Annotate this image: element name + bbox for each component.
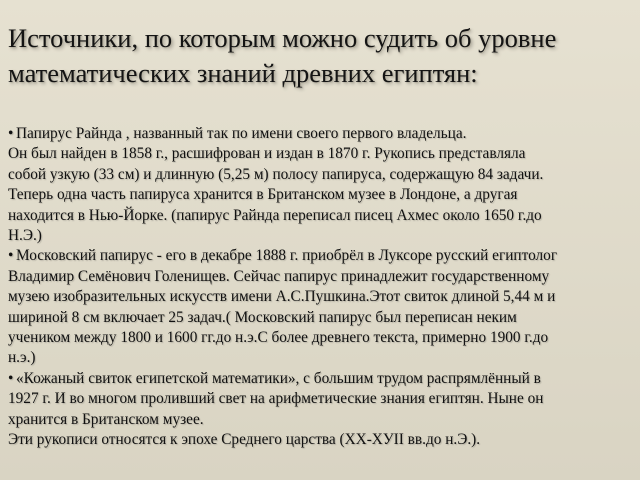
bullet-icon: • [8,247,14,265]
body-line: шириной 8 см включает 25 задач.( Московский папирус был переписан неким [8,308,517,326]
body-line [8,124,640,144]
body-line: Владимир Семёнович Голенищев. Сейчас папирус принадлежит государственному [8,267,550,285]
body-line [8,246,640,266]
body-line: Теперь одна часть папируса хранится в Британском музее в Лондоне, а другая [8,186,518,204]
bullet-icon: • [8,369,14,387]
body-line [8,369,640,389]
body-line: хранится в Британском музее. [8,410,204,428]
body-line-text: Московский папирус - его в декабре 1888 г. приобрёл в Луксоре русский египтолог [16,247,558,265]
slide-title [8,21,640,91]
body-line: Он был найден в 1858 г., расшифрован и издан в 1870 г. Рукопись представляла [8,145,526,163]
body-line-text: «Кожаный свиток египетской математики», с большим трудом распрямлённый в [16,369,541,387]
body-line: собой узкую (33 см) и длинную (5,25 м) полосу папируса, содержащую 84 задачи. [8,165,544,183]
body-line: 1927 г. И во многом проливший свет на арифметические знания египтян. Ныне он [8,390,544,408]
body-line-text: Папирус Райнда , названный так по имени своего первого владельца. [16,125,467,142]
bullet-icon: • [8,125,14,142]
body-line: находится в Нью-Йорке. (папирус Райнда переписал писец Ахмес около 1650 г.до [8,206,542,224]
slide-body [8,124,640,451]
body-line: учеником между 1800 и 1600 гг.до н.э.С более древнего текста, примерно 1900 г.до [8,329,549,347]
title-line-2: математических знаний древних египтян: [8,58,478,88]
body-line: музею изобразительных искусств имени А.С.Пушкина.Этот свиток длиной 5,44 м и [8,288,556,306]
body-line: Эти рукописи относятся к эпохе Среднего царства (XX-XУII вв.до н.Э.). [8,431,481,449]
body-line: н.э.) [8,349,36,367]
body-line: Н.Э.) [8,227,42,245]
title-line-1: Источники, по которым можно судить об уровне [8,23,557,53]
